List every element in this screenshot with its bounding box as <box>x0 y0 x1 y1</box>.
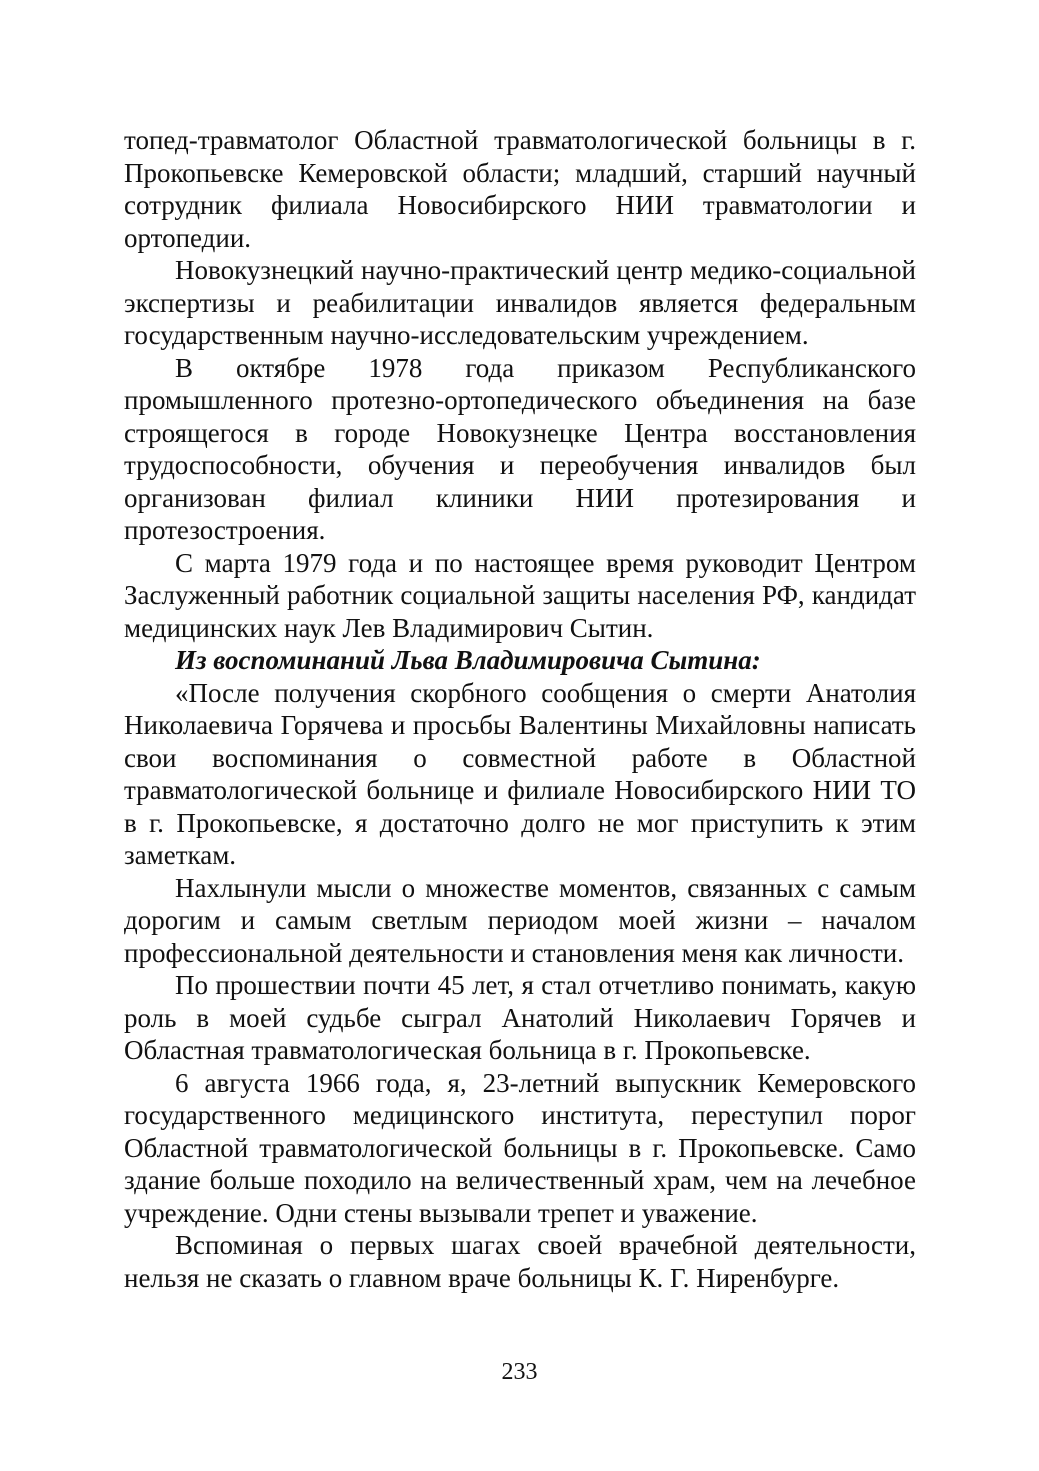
memoir-heading: Из воспоминаний Льва Владимировича Сытина: <box>175 645 761 675</box>
page-number: 233 <box>501 1359 538 1385</box>
memoir-paragraph: 6 августа 1966 года, я, 23-летний выпускник Кемеровского государственного медицинского института, переступил порог Областной травматологической больницы в г. Прокопьевске. Само здание больше походило на величественный храм, чем на лечебное учреждение. Одни стены вызывали трепет и уважение. <box>124 1067 916 1228</box>
page-body <box>124 124 916 1294</box>
paragraph-director: С марта 1979 года и по настоящее время руководит Центром Заслуженный работник социальной защиты населения РФ, кандидат медицинских наук Лев Владимирович Сытин. <box>124 547 916 643</box>
memoir-paragraph: «После получения скорбного сообщения о смерти Анатолия Николаевича Горячева и просьбы Валентины Михайловны написать свои воспоминания о совместной работе в Областной травматологической больнице и филиале Новосибирского НИИ ТО в г. Прокопьевске, я достаточно долго не мог приступить к этим заметкам. <box>124 677 916 870</box>
paragraph-center-description: Новокузнецкий научно-практический центр медико-социальной экспертизы и реабилитации инвалидов является федеральным государственным научно-исследовательским учреждением. <box>124 255 916 350</box>
memoir-paragraph: Вспоминая о первых шагах своей врачебной деятельности, нельзя не сказать о главном враче больницы К. Г. Ниренбурге. <box>124 1230 916 1293</box>
paragraph-continued: топед-травматолог Областной травматологической больницы в г. Прокопьевске Кемеровской области; младший, старший научный сотрудник филиала Новосибирского НИИ травматологии и ортопедии. <box>124 125 916 253</box>
paragraph-history: В октябре 1978 года приказом Республиканского промышленного протезно-ортопедического объединения на базе строящегося в городе Новокузнецке Центра восстановления трудоспособности, обучения и переобучения инвалидов был организован филиал клиники НИИ протезирования и протезостроения. <box>124 352 916 545</box>
memoir-paragraph: По прошествии почти 45 лет, я стал отчетливо понимать, какую роль в моей судьбе сыграл Анатолий Николаевич Горячев и Областная травматологическая больница в г. Прокопьевске. <box>124 970 916 1065</box>
memoir-paragraph: Нахлынули мысли о множестве моментов, связанных с самым дорогим и самым светлым периодом моей жизни – началом профессиональной деятельности и становления меня как личности. <box>124 872 916 968</box>
